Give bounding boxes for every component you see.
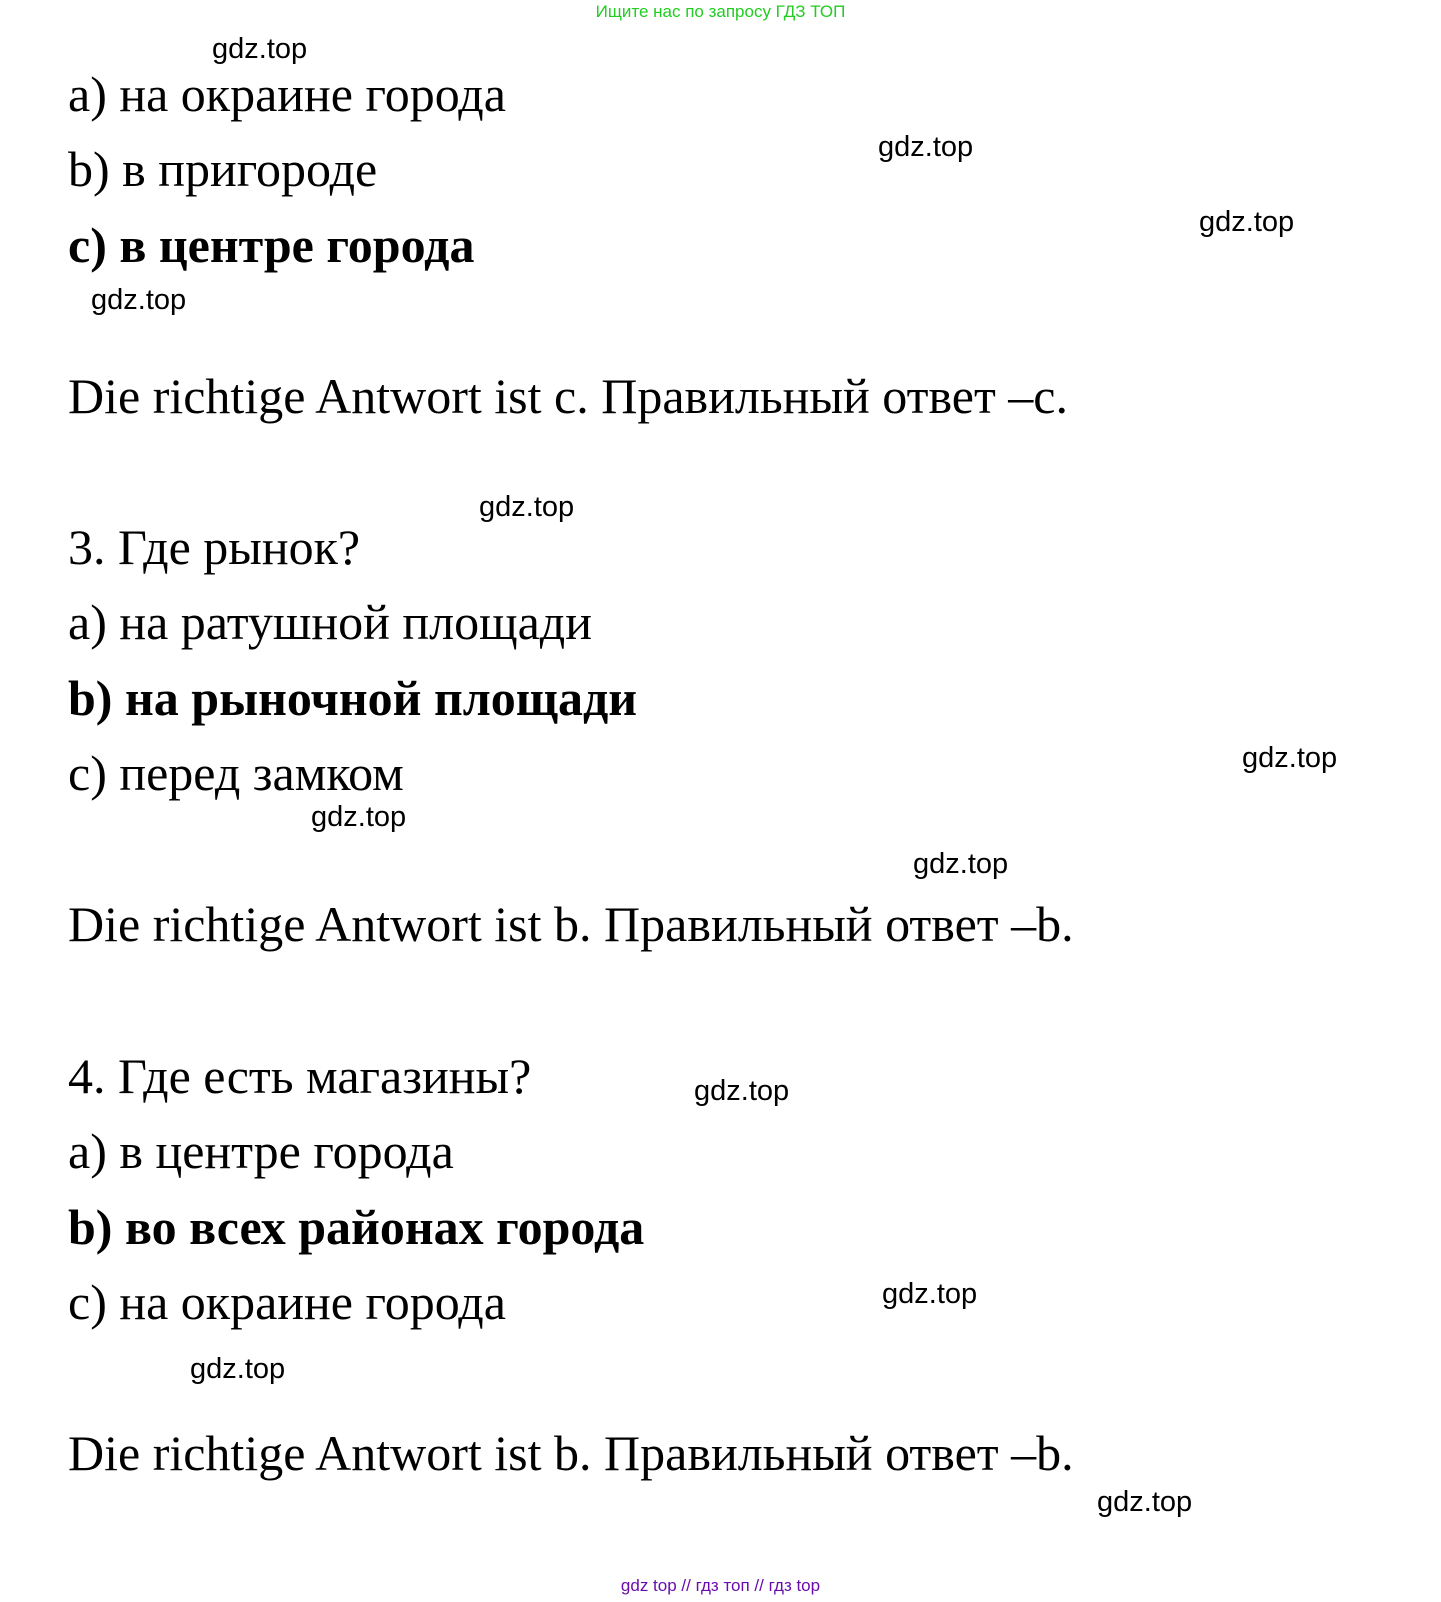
watermark: gdz.top <box>190 1353 286 1385</box>
answer-q2: Die richtige Antwort ist c. Правильный ответ –c. <box>68 368 1068 424</box>
option-q2-b: b) в пригороде <box>68 141 378 197</box>
watermark: gdz.top <box>913 848 1009 880</box>
option-q3-b-correct: b) на рыночной площади <box>68 670 638 726</box>
question-4: 4. Где есть магазины? <box>68 1048 532 1104</box>
watermark: gdz.top <box>311 801 407 833</box>
option-q2-c-correct: c) в центре города <box>68 217 475 273</box>
option-q4-c: c) на окраине города <box>68 1274 506 1330</box>
watermark: gdz.top <box>1242 742 1338 774</box>
watermark: gdz.top <box>878 131 974 163</box>
option-q2-a: a) на окраине города <box>68 66 506 122</box>
watermark: gdz.top <box>882 1278 978 1310</box>
question-3: 3. Где рынок? <box>68 519 361 575</box>
watermark: gdz.top <box>479 491 575 523</box>
watermark: gdz.top <box>212 33 308 65</box>
watermark: gdz.top <box>694 1075 790 1107</box>
footer-note: gdz top // гдз топ // гдз top <box>620 1576 821 1595</box>
answer-q3: Die richtige Antwort ist b. Правильный ответ –b. <box>68 896 1074 952</box>
answer-q4: Die richtige Antwort ist b. Правильный ответ –b. <box>68 1425 1074 1481</box>
option-q3-c: c) перед замком <box>68 745 404 801</box>
option-q3-a: a) на ратушной площади <box>68 594 592 650</box>
watermark: gdz.top <box>1097 1486 1193 1518</box>
option-q4-b-correct: b) во всех районах города <box>68 1199 645 1255</box>
option-q4-a: a) в центре города <box>68 1123 454 1179</box>
watermark: gdz.top <box>1199 206 1295 238</box>
header-note: Ищите нас по запросу ГДЗ ТОП <box>595 2 846 21</box>
watermark: gdz.top <box>91 284 187 316</box>
